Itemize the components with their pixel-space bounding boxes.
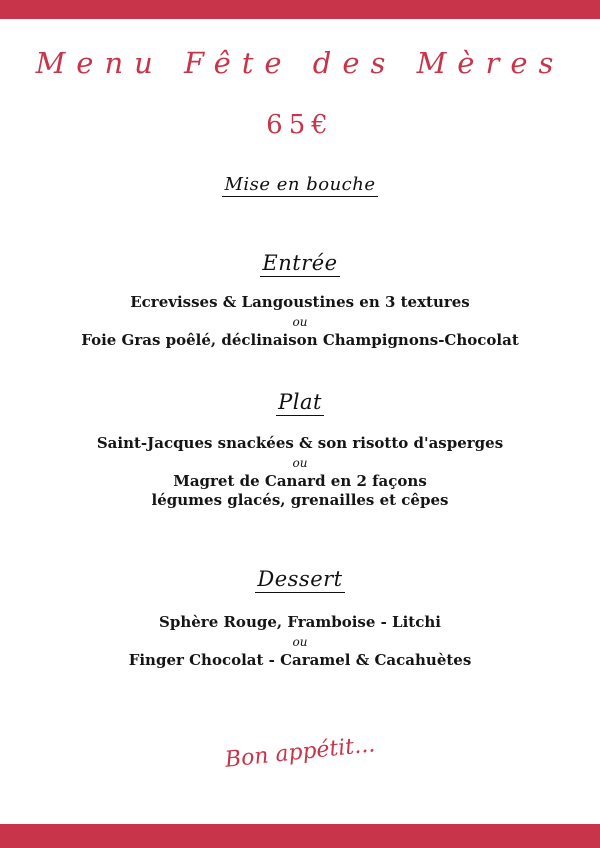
menu-price: 65€ xyxy=(266,110,334,140)
plat-label: Plat xyxy=(278,390,322,414)
plat-dish-2-line-2: légumes glacés, grenailles et cêpes xyxy=(151,491,449,509)
entree-dish-1: Ecrevisses & Langoustines en 3 textures xyxy=(130,293,470,311)
dessert-heading xyxy=(0,567,600,591)
plat-or: ou xyxy=(292,456,308,470)
plat-dish-1: Saint-Jacques snackées & son risotto d'asperges xyxy=(96,434,504,452)
mise-en-bouche-heading xyxy=(0,174,600,195)
dessert-dish-2: Finger Chocolat - Caramel & Cacahuètes xyxy=(128,651,472,669)
plat-heading xyxy=(0,390,600,414)
dessert-or: ou xyxy=(292,635,308,649)
entree-label: Entrée xyxy=(262,251,338,275)
menu-title: Menu Fête des Mères xyxy=(35,46,565,80)
mise-en-bouche-label: Mise en bouche xyxy=(224,174,376,195)
entree-dish-2: Foie Gras poêlé, déclinaison Champignons-Chocolat xyxy=(81,331,519,349)
top-accent-band xyxy=(0,0,600,19)
entree-heading xyxy=(0,251,600,275)
dessert-dish-1: Sphère Rouge, Framboise - Litchi xyxy=(159,613,441,631)
dessert-label: Dessert xyxy=(257,567,343,591)
plat-dish-2-line-1: Magret de Canard en 2 façons xyxy=(173,472,427,490)
bottom-accent-band xyxy=(0,824,600,848)
closing-greeting: Bon appétit... xyxy=(223,732,377,773)
entree-or: ou xyxy=(292,315,308,329)
